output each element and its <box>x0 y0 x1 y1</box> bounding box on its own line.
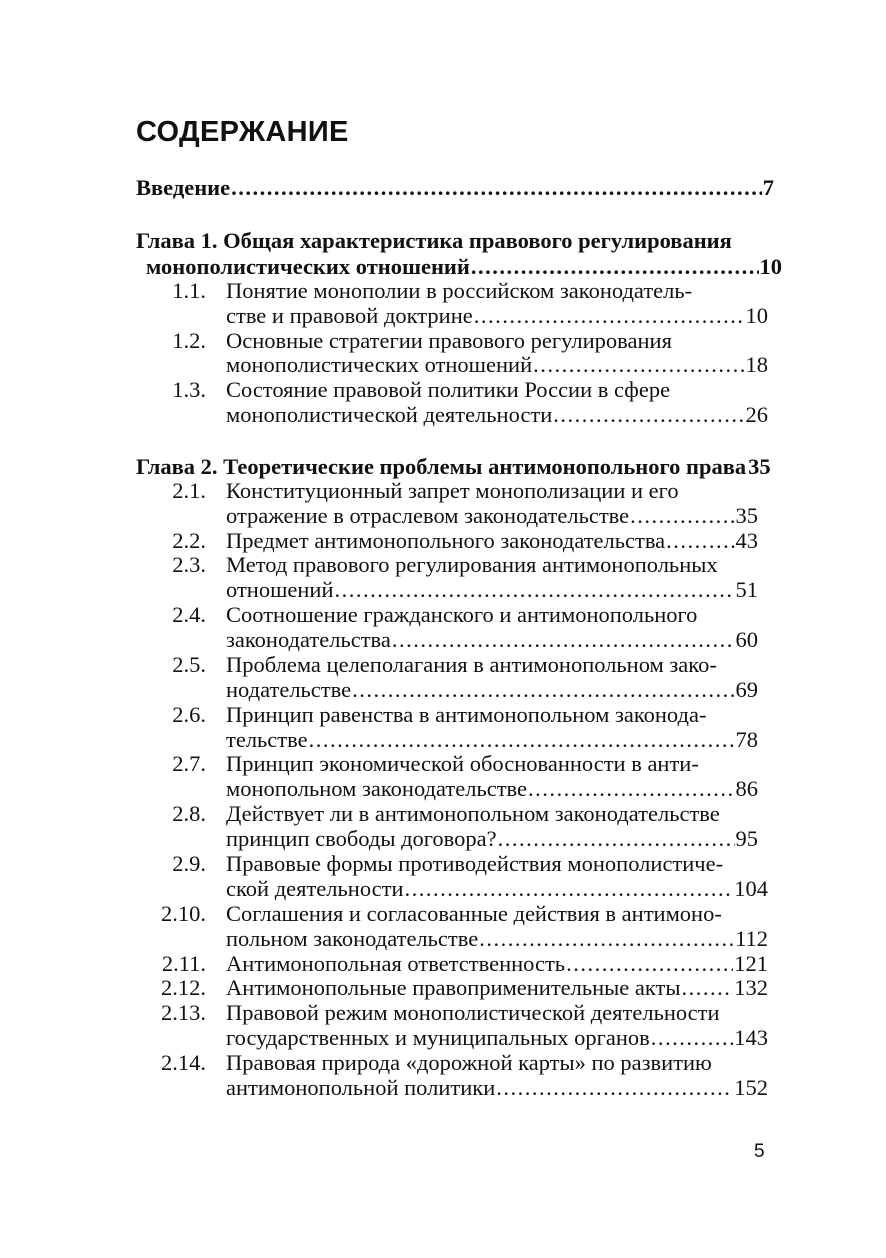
toc-entry-label: монопольном законодательстве <box>226 776 528 801</box>
toc-section-number: 1.1. <box>172 278 206 303</box>
page-folio-number: 5 <box>754 1141 765 1162</box>
toc-entry-2-4[interactable] <box>226 602 768 628</box>
toc-page-number: 7 <box>762 175 774 200</box>
toc-page-number: 51 <box>735 577 758 602</box>
toc-section-number: 2.2. <box>172 528 206 553</box>
toc-entry-2-9-cont[interactable] <box>226 876 768 902</box>
toc-section-number: 2.9. <box>172 851 206 876</box>
toc-section-number: 2.4. <box>172 602 206 627</box>
toc-entry-2-3-cont[interactable] <box>226 577 758 603</box>
toc-page-number: 112 <box>735 926 768 951</box>
toc-entry-label: нодательстве <box>226 677 352 702</box>
toc-entry-2-14[interactable] <box>226 1050 768 1076</box>
toc-section-number: 2.11. <box>161 951 206 976</box>
toc-entry-2-14-cont[interactable] <box>226 1075 768 1101</box>
dot-leader <box>231 175 762 201</box>
toc-chapter-2-heading[interactable] <box>136 454 771 480</box>
dot-leader <box>528 776 734 802</box>
toc-section-number: 2.3. <box>172 552 206 577</box>
toc-entry-label: Принцип экономической обоснованности в анти- <box>226 751 699 776</box>
toc-entry-1-1-cont[interactable] <box>226 303 768 329</box>
toc-entry-2-8[interactable] <box>226 801 768 827</box>
toc-section-number: 2.8. <box>172 801 206 826</box>
toc-entry-label: антимонопольной политики <box>226 1075 496 1100</box>
toc-page-number: 132 <box>734 975 768 1000</box>
toc-entry-2-1[interactable] <box>226 478 768 504</box>
toc-entry-label: Антимонопольная ответственность <box>226 951 566 976</box>
toc-entry-label: Соглашения и согласованные действия в антимоно- <box>226 901 722 926</box>
dot-leader <box>352 677 734 703</box>
toc-entry-label: Понятие монополии в российском законодатель- <box>226 278 693 303</box>
toc-page-number: 26 <box>745 402 768 427</box>
toc-section-number: 2.10. <box>161 901 206 926</box>
toc-entry-2-8-cont[interactable] <box>226 826 758 852</box>
toc-entry-label: польном законодательстве <box>226 926 479 951</box>
toc-entry-label: тельстве <box>226 727 308 752</box>
toc-section-number: 1.2. <box>172 328 206 353</box>
toc-entry-label: отношений <box>226 577 334 602</box>
dot-leader <box>335 577 735 603</box>
dot-leader <box>566 951 733 977</box>
toc-entry-1-2-cont[interactable] <box>226 352 768 378</box>
toc-section-number: 2.6. <box>172 702 206 727</box>
toc-entry-label: Основные стратегии правового регулирования <box>226 328 672 353</box>
toc-entry-label: Метод правового регулирования антимонопольных <box>226 552 718 577</box>
toc-entry-2-5[interactable] <box>226 652 768 678</box>
toc-entry-label: государственных и муниципальных органов <box>226 1025 650 1050</box>
toc-entry-label: монополистических отношений <box>226 352 533 377</box>
toc-entry-2-1-cont[interactable] <box>226 503 758 529</box>
toc-page-number: 69 <box>735 677 758 702</box>
toc-entry-label: Действует ли в антимонопольном законодательстве <box>226 801 720 826</box>
toc-entry-label: Состояние правовой политики России в сфере <box>226 377 671 402</box>
toc-page-number: 10 <box>745 303 768 328</box>
toc-entry-2-12[interactable] <box>226 975 768 1001</box>
toc-entry-1-3[interactable] <box>226 377 768 403</box>
toc-entry-2-3[interactable] <box>226 552 768 578</box>
toc-entry-label: Принцип равенства в антимонопольном законода- <box>226 702 707 727</box>
toc-entry-2-13-cont[interactable] <box>226 1025 768 1051</box>
toc-entry-label: Предмет антимонопольного законодательства <box>226 528 666 553</box>
toc-entry-intro[interactable] <box>136 175 774 201</box>
toc-entry-2-6-cont[interactable] <box>226 727 758 753</box>
dot-leader <box>533 352 744 378</box>
toc-entry-label: стве и правовой доктрине <box>226 303 473 328</box>
dot-leader <box>498 826 735 852</box>
dot-leader <box>479 926 734 952</box>
toc-entry-2-4-cont[interactable] <box>226 627 758 653</box>
toc-entry-label: Конституционный запрет монополизации и его <box>226 478 679 503</box>
toc-entry-2-6[interactable] <box>226 702 768 728</box>
toc-page-number: 86 <box>735 776 758 801</box>
toc-entry-label: Глава 1. Общая характеристика правового регулирования <box>136 228 732 253</box>
toc-entry-label: Соотношение гражданского и антимонопольного <box>226 602 698 627</box>
toc-entry-1-2[interactable] <box>226 328 768 354</box>
toc-page-number: 78 <box>735 727 758 752</box>
toc-page-number: 35 <box>748 454 771 479</box>
dot-leader <box>666 528 734 554</box>
toc-entry-label: законодательства <box>226 627 391 652</box>
dot-leader <box>496 1075 733 1101</box>
toc-section-number: 2.7. <box>172 751 206 776</box>
toc-page-number: 143 <box>734 1025 768 1050</box>
toc-page-number: 35 <box>735 503 758 528</box>
toc-page-number: 18 <box>745 352 768 377</box>
toc-entry-label: Антимонопольные правоприменительные акты <box>226 975 681 1000</box>
dot-leader <box>651 1025 733 1051</box>
toc-entry-2-2[interactable] <box>226 528 758 554</box>
toc-entry-2-13[interactable] <box>226 1000 768 1026</box>
toc-entry-2-10[interactable] <box>226 901 768 927</box>
toc-entry-1-3-cont[interactable] <box>226 402 768 428</box>
dot-leader <box>553 402 744 428</box>
toc-page-number: 10 <box>759 254 782 279</box>
toc-section-number: 2.13. <box>161 1000 206 1025</box>
toc-entry-label: Проблема целеполагания в антимонопольном зако- <box>226 652 717 677</box>
dot-leader <box>405 876 734 902</box>
toc-page-number: 121 <box>734 951 768 976</box>
dot-leader <box>309 727 735 753</box>
dot-leader <box>471 254 759 280</box>
toc-entry-2-5-cont[interactable] <box>226 677 758 703</box>
toc-entry-label: Правовые формы противодействия монополистиче- <box>226 851 724 876</box>
toc-entry-label: принцип свободы договора? <box>226 826 497 851</box>
toc-chapter-1-heading[interactable] <box>136 228 768 254</box>
toc-entry-2-9[interactable] <box>226 851 768 877</box>
toc-entry-2-11[interactable] <box>226 951 768 977</box>
toc-entry-label: Правовой режим монополистической деятельности <box>226 1000 720 1025</box>
toc-section-number: 2.1. <box>172 478 206 503</box>
dot-leader <box>474 303 745 329</box>
toc-entry-1-1[interactable] <box>226 278 768 304</box>
toc-section-number: 2.5. <box>172 652 206 677</box>
toc-entry-label: Глава 2. Теоретические проблемы антимонопольного права <box>136 454 747 479</box>
dot-leader <box>681 975 733 1001</box>
toc-page-number: 95 <box>735 826 758 851</box>
toc-entry-label: монополистических отношений <box>146 254 470 279</box>
toc-entry-label: Правовая природа «дорожной карты» по развитию <box>226 1050 712 1075</box>
dot-leader <box>392 627 735 653</box>
page-title: СОДЕРЖАНИЕ <box>136 116 349 148</box>
toc-section-number: 1.3. <box>172 377 206 402</box>
toc-page-number: 43 <box>735 528 758 553</box>
dot-leader <box>630 503 734 529</box>
toc-page-number: 60 <box>735 627 758 652</box>
toc-entry-2-10-cont[interactable] <box>226 926 768 952</box>
toc-entry-label: отражение в отраслевом законодательстве <box>226 503 630 528</box>
toc-page-number: 152 <box>734 1075 768 1100</box>
toc-entry-label: ской деятельности <box>226 876 404 901</box>
toc-page-number: 104 <box>734 876 768 901</box>
toc-section-number: 2.12. <box>161 975 206 1000</box>
toc-section-number: 2.14. <box>161 1050 206 1075</box>
toc-chapter-1-heading-cont[interactable] <box>146 254 782 280</box>
toc-entry-2-7[interactable] <box>226 751 768 777</box>
toc-entry-label: Введение <box>136 175 231 200</box>
toc-entry-label: монополистической деятельности <box>226 402 553 427</box>
toc-entry-2-7-cont[interactable] <box>226 776 758 802</box>
